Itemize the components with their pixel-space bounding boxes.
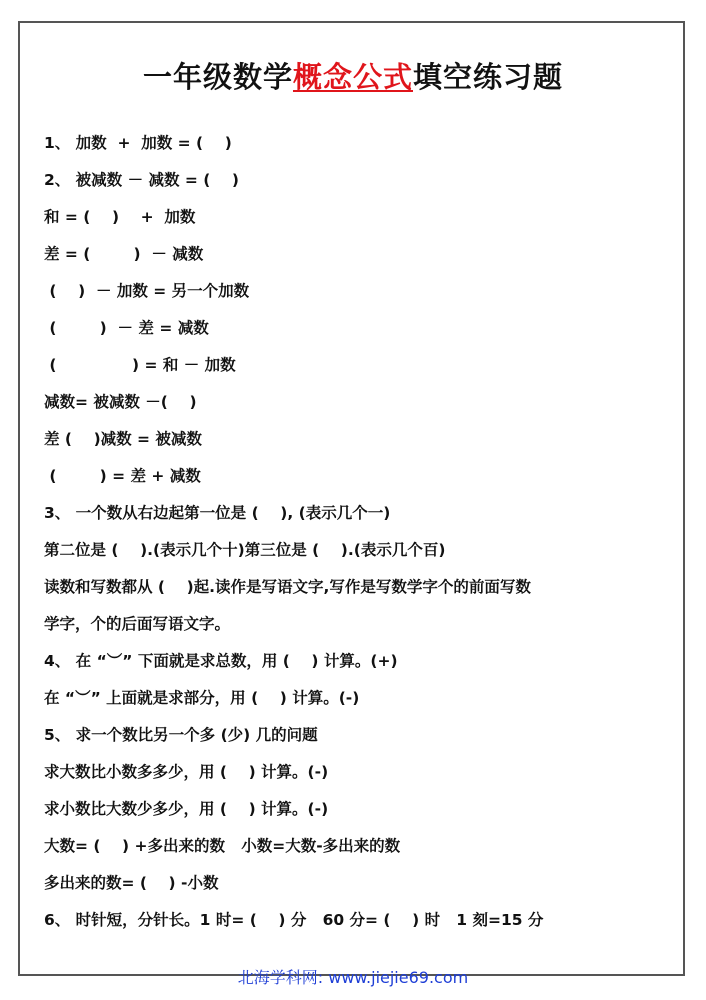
title-part-1: 一年级数学 <box>142 60 293 94</box>
question-line: 大数= ( ) +多出来的数 小数=大数-多出来的数 <box>44 837 401 855</box>
question-line: ( ) = 和 － 加数 <box>44 356 236 374</box>
question-line: 和 = ( ) + 加数 <box>44 208 196 226</box>
question-line: 6、 时针短，分针长。1 时= ( ) 分 60 分= ( ) 时 1 刻=15 分 <box>44 911 544 929</box>
question-line: ( ) = 差 + 减数 <box>44 467 201 485</box>
question-line: 差 ( )减数 = 被减数 <box>44 430 202 448</box>
question-line: ( ) － 差 = 减数 <box>44 319 209 337</box>
page-border <box>18 21 685 976</box>
question-line: 求大数比小数多多少，用 ( ) 计算。(-) <box>44 763 329 781</box>
question-line: 2、 被减数 － 减数 = ( ) <box>44 171 240 189</box>
question-line: 4、 在 “︶” 下面就是求总数，用 ( ) 计算。(+) <box>44 652 398 670</box>
title-part-2: 填空练习题 <box>413 60 564 94</box>
question-line: ( ) － 加数 = 另一个加数 <box>44 282 250 300</box>
question-line: 在 “︶” 上面就是求部分，用 ( ) 计算。(-) <box>44 689 360 707</box>
question-line: 第二位是 ( ).(表示几个十)第三位是 ( ).(表示几个百) <box>44 541 446 559</box>
footer-watermark: 北海学科网: www.jiejie69.com <box>237 968 469 987</box>
question-line: 多出来的数= ( ) -小数 <box>44 874 219 892</box>
question-line: 5、 求一个数比另一个多 (少) 几的问题 <box>44 726 318 744</box>
question-line: 差 = ( ) － 减数 <box>44 245 204 263</box>
question-line: 3、 一个数从右边起第一位是 ( ), (表示几个一) <box>44 504 391 522</box>
question-line: 1、 加数 + 加数 = ( ) <box>44 134 232 152</box>
question-line: 减数= 被减数 －( ) <box>44 393 197 411</box>
question-line: 学字，个的后面写语文字。 <box>44 615 231 633</box>
title-highlight: 概念公式 <box>292 60 413 94</box>
question-line: 求小数比大数少多少，用 ( ) 计算。(-) <box>44 800 329 818</box>
page-title <box>0 55 706 96</box>
question-line: 读数和写数都从 ( )起.读作是写语文字,写作是写数学字个的前面写数 <box>44 578 531 596</box>
